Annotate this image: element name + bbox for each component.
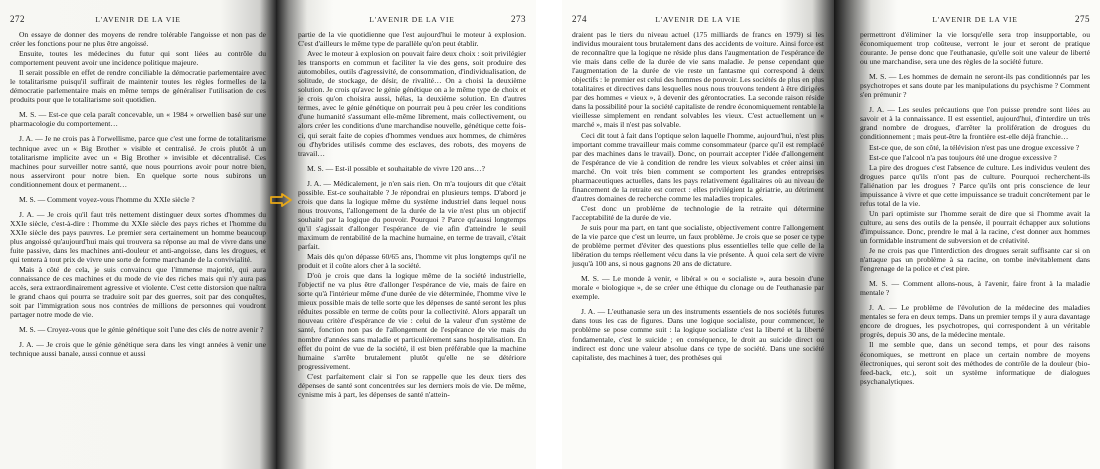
paragraph: Mais dès qu'on dépasse 60/65 ans, l'homme vit plus longtemps qu'il ne produit et il coûte alors cher à la société. — [298, 252, 526, 271]
page-number: 275 — [1075, 14, 1090, 24]
paragraph: Un pari optimiste sur l'homme serait de dire que si l'homme avait la culture, au sens des outils de la pensée, il pourrait échapper aux solutions d'impuissance. Donc, prendre le mal à la racine, c'est donner aux hommes un formidable instrument de subversion et de créativité. — [860, 208, 1090, 245]
paragraph: C'est donc un problème de technologie de la retraite qui détermine l'acceptabilité de la durée de vie. — [572, 203, 824, 222]
scan-gap — [536, 0, 562, 469]
paragraph: Mais à côté de cela, je suis convaincu que l'immense majorité, qui aura connaissance de ces machines et du mode de vie des riches mais qui n'y aura pas accès, sera extraordinairement agressive et violente. C'est cette distorsion que naîtra le grand chaos qui pourra se traduire soit par des guerres, soit par des conquêtes, soit par l'immigration sous nos contrées de millions de personnes qui voudront partager notre mode de vie. — [10, 265, 266, 320]
page-number: 273 — [511, 14, 526, 24]
paragraph: Ceci dit tout à fait dans l'optique selon laquelle l'homme, aujourd'hui, n'est plus important comme travailleur mais comme consommateur (parce qu'il est remplacé par des machines dans le travail). Donc, on pourrait accepter l'idée d'allongement de l'espérance de vie à condition de rendre les vieux solvables et créer ainsi un marché. On voit très bien comment se comportent les grandes entreprises pharmaceutiques actuelles, dans les pays relativement égalitaires où au niveau de financement de la retraite est correct : elles privilégient la gériatrie, au détriment d'autres domaines de recherche comme les maladies tropicales. — [572, 130, 824, 203]
page-text — [298, 30, 526, 399]
page-number: 272 — [10, 14, 25, 24]
page-header — [860, 14, 1090, 28]
page-header — [572, 14, 824, 28]
paragraph: D'où je crois que dans la logique même de la société industrielle, l'objectif ne va plus être d'allonger l'espérance de vie, mais de faire en sorte qu'à l'intérieur même d'une durée de vie déterminée, l'homme vive le mieux possible mais de telle sorte que les dépenses de santé seront les plus réduites possible en terme de coûts pour la collectivité. Alors apparaît un nouveau critère d'espérance de vie : celui de la valeur d'un système de santé, fonction non pas de l'allongement de l'espérance de vie mais du nombre d'années sans maladie et particulièrement sans hospitalisation. En effet du point de vue de la société, il est bien préférable que la machine humaine s'arrête brutalement plutôt qu'elle ne se détériore progressivement. — [298, 271, 526, 371]
page-274 — [562, 0, 834, 469]
paragraph: Ensuite, toutes les médecines du futur qui sont liées au contrôle du comportement peuvent avoir une incidence politique majeure. — [10, 49, 266, 68]
question: M. S. — Le monde à venir, « libéral » ou « socialiste », aura besoin d'une morale « biologique », de se créer une éthique du clonage ou de l'euthanasie par exemple. — [572, 274, 824, 302]
running-head: L'AVENIR DE LA VIE — [655, 15, 741, 24]
paragraph: Est-ce que, de son côté, la télévision n'est pas une drogue excessive ? — [869, 142, 1080, 152]
page-272 — [0, 0, 276, 469]
page-273 — [276, 0, 536, 469]
answer: J. A. — Je ne crois pas à l'orwellisme, parce que c'est une forme de totalitarisme technique avec un « Big Brother » visible et centralisé. Je crois plutôt à un totalitarisme implicite avec un « Big Brother » invisible et décentralisé. Ces machines pour surveiller notre santé, que nous pourrions avoir pour notre bien, nous asserviront pour notre bien. En quelque sorte nous subirons un conditionnement doux et permanent… — [10, 134, 266, 189]
page-text — [10, 30, 266, 359]
page-number: 274 — [572, 14, 587, 24]
running-head: L'AVENIR DE LA VIE — [95, 15, 181, 24]
question: M. S. — Comment voyez-vous l'homme du XXIe siècle ? — [19, 194, 195, 204]
running-head: L'AVENIR DE LA VIE — [932, 15, 1018, 24]
paragraph: Je ne crois pas que l'interdiction des drogues serait suffisante car si on n'attaque pas un problème à sa racine, on tombe inévitablement dans l'engrenage de la police et c'est pire. — [860, 246, 1090, 274]
page-text — [860, 30, 1090, 386]
answer: J. A. — Le problème de l'évolution de la médecine des maladies mentales se fera en deux temps. Dans un premier temps il y aura davantage encore de drogues, les psychotropes, qui correspondent à un véritable progrès, depuis 30 ans, de la médecine mentale. — [860, 303, 1090, 340]
paragraph: Est-ce que l'alcool n'a pas toujours été une drogue excessive ? — [869, 152, 1057, 162]
question: M. S. — Les hommes de demain ne seront-ils pas conditionnés par les psychotropes et sans doute par les manipulations du psychisme ? Comment s'en prémunir ? — [860, 72, 1090, 100]
paragraph: permettront d'éliminer la vie lorsqu'elle sera trop insupportable, ou économiquement trop coûteuse, verront le jour et seront de pratique courante. Je pense donc que l'euthanasie, qu'elle soit une valeur de liberté ou une marchandise, sera une des règles de la société future. — [860, 30, 1090, 67]
question: M. S. — Comment allons-nous, à l'avenir, faire front à la maladie mentale ? — [860, 279, 1090, 298]
page-275 — [834, 0, 1100, 469]
answer: J. A. — Médicalement, je n'en sais rien. On m'a toujours dit que c'était possible. Est-ce souhaitable ? Je répondrai en plusieurs temps. D'abord je crois que dans la logique même du système industriel dans lequel nous nous trouvons, l'allongement de la durée de la vie n'est plus un objectif souhaité par la logique du pouvoir. Pourquoi ? Parce qu'aussi longtemps qu'il s'agissait d'allonger l'espérance de vie afin d'atteindre le seuil maximum de rentabilité de la machine humaine, en terme de travail, c'était parfait. — [298, 178, 526, 252]
page-header — [298, 14, 526, 28]
paragraph: Avec le moteur à explosion on pouvait faire deux choix : soit privilégier les transports en commun et faciliter la vie des gens, soit produire des automobiles, outils d'agressivité, de consommation, d'individualisation, de solitude, de stockage, de désir, de rivalité… On a choisi la deuxième solution. Je crois qu'avec le génie génétique on a le même type de choix et je crois qu'on choisira aussi, hélas, la deuxième solution. En d'autres termes, avec le génie génétique on pourrait peu à peu créer les conditions d'une humanité s'assumant elle-même librement, mais collectivement, ou alors créer les conditions d'une marchandise nouvelle, génétique cette fois-ci, qui serait faite de copies d'hommes vendues aux hommes, de chimères ou d'hybrides utilisés comme des esclaves, des robots, des moyens de travail… — [298, 49, 526, 158]
paragraph: Je suis pour ma part, en tant que socialiste, objectivement contre l'allongement de la vie parce que c'est un leurre, un faux problème. Je crois que se poser ce type de problème permet d'éviter des questions plus essentielles telle que celle de la libération du temps réellement vécu dans la vie présente. À quoi cela sert de vivre jusqu'à 100 ans, si nous gagnons 20 ans de dictature. — [572, 222, 824, 269]
question: M. S. — Est-il possible et souhaitable de vivre 120 ans…? — [307, 163, 486, 173]
answer: J. A. — Les seules précautions que l'on puisse prendre sont liées au savoir et à la connaissance. Il est essentiel, aujourd'hui, d'interdire un très grand nombre de drogues, d'arrêter la prolifération de drogues du conditionnement ; mais peut-être la frontière est-elle déjà franchie… — [860, 105, 1090, 142]
answer: J. A. — L'euthanasie sera un des instruments essentiels de nos sociétés futures dans tous les cas de figures. Dans une logique socialiste, pour commencer, le problème se pose comme suit : la logique socialiste c'est la liberté et la liberté fondamentale, c'est le suicide ; en conséquence, le droit au suicide direct ou indirect est donc une valeur absolue dans ce type de société. Dans une société capitaliste, des machines à tuer, des prothèses qui — [572, 307, 824, 362]
paragraph: partie de la vie quotidienne que l'est aujourd'hui le moteur à explosion. C'est d'ailleurs le même type de parallèle qu'on peut établir. — [298, 30, 526, 49]
page-text — [572, 30, 824, 362]
paragraph: Il serait possible en effet de rendre conciliable la démocratie parlementaire avec le totalitarisme puisqu'il suffirait de maintenir toutes les règles formelles de la démocratie parlementaire mais en même temps de généraliser l'utilisation de ces produits pour que le totalitarisme soit quotidien. — [10, 68, 266, 105]
running-head: L'AVENIR DE LA VIE — [369, 15, 455, 24]
question: M. S. — Croyez-vous que le génie génétique soit l'une des clés de notre avenir ? — [19, 325, 264, 335]
paragraph: On essaye de donner des moyens de rendre tolérable l'angoisse et non pas de créer les fonctions pour ne plus être angoissé. — [10, 30, 266, 49]
paragraph: Il me semble que, dans un second temps, et pour des raisons économiques, se mettront en place un certain nombre de moyens électroniques, qui seront soit des méthodes de contrôle de la douleur (bio-feed-back, etc.), soit un système informatique de dialogues psychanalytiques. — [860, 340, 1090, 386]
paragraph: draient pas le tiers du niveau actuel (175 milliards de francs en 1979) si les individus mouraient tous brutalement dans des accidents de voiture. Ainsi force est de reconnaître que la logique ne réside plus dans l'augmentation de l'espérance de vie mais dans celle de la durée de vie sans maladie. Je pense cependant que l'augmentation de la durée de vie reste un fantasme qui correspond à deux objectifs : le premier est celui des hommes de pouvoir. Les sociétés de plus en plus totalitaires et directives dans lesquelles nous nous trouvons tendent à être dirigées par des hommes « vieux », à devenir des gérontocraties. La seconde raison réside dans la possibilité pour la société capitaliste de rendre économiquement rentable la vieillesse simplement en rendant solvables les vieux. C'est actuellement un « marché », mais il n'est pas solvable. — [572, 30, 824, 130]
paragraph: La pire des drogues c'est l'absence de culture. Les individus veulent des drogues parce qu'ils n'ont pas de culture. Pourquoi recherchent-ils l'aliénation par les drogues ? Parce qu'ils ont pris conscience de leur impuissance à vivre et que cette impuissance se traduit concrètement par le refus total de la vie. — [860, 162, 1090, 208]
answer: J. A. — Je crois qu'il faut très nettement distinguer deux sortes d'hommes du XXIe siècle, c'est-à-dire : l'homme du XXIe siècle des pays riches et l'homme du XXIe siècle des pays pauvres. Le premier sera certainement un homme beaucoup plus angoissé qu'aujourd'hui mais qui trouvera sa réponse au mal de vivre dans une fuite passive, dans les machines anti-douleur et anti-angoisse, dans les drogues, et qui tentera à tout prix de vivre une sorte de forme marchande de la convivialité. — [10, 209, 266, 265]
answer: J. A. — Je crois que le génie génétique sera dans les vingt années à venir une technique aussi banale, aussi connue et aussi — [10, 340, 266, 359]
page-header — [10, 14, 266, 28]
paragraph: C'est parfaitement clair si l'on se rappelle que les deux tiers des dépenses de santé sont concentrées sur les derniers mois de vie. De même, cynisme mis à part, les dépenses de santé n'attein- — [298, 371, 526, 399]
right-arrow-icon — [270, 193, 292, 207]
question: M. S. — Est-ce que cela paraît concevable, un « 1984 » orwellien basé sur une pharmacologie du comportement… — [10, 110, 266, 129]
